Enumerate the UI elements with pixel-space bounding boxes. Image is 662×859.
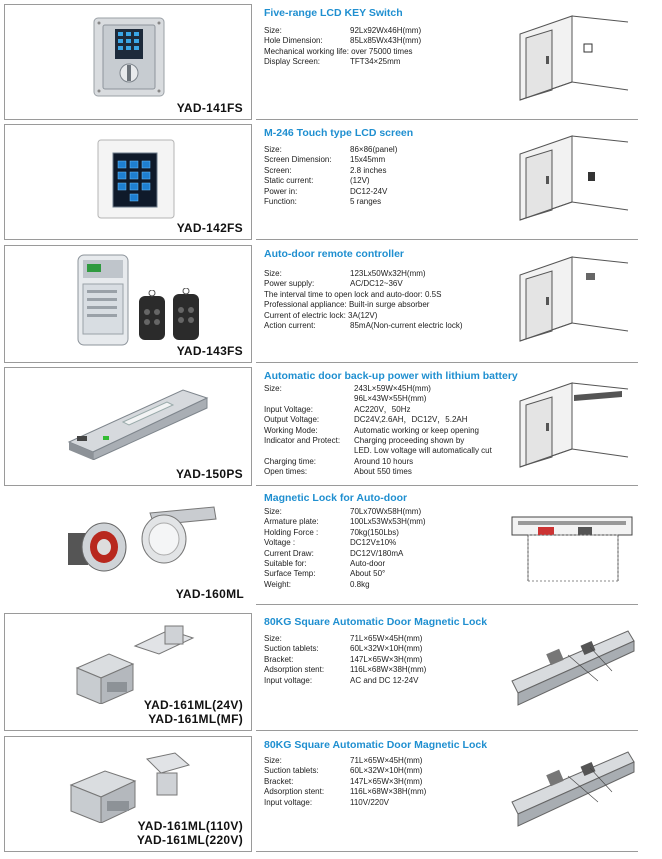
product-info: Automatic door back-up power with lithium battery Size: 243L×59W×45H(mm) 96L×43W×55H(mm) Input Voltage: AC220V，50Hz Output Voltage: DC24V,2.6AH，DC12V，5.2AH Working Mode: Automatic working or keep opening Indicator and Protect: Charging proceeding shown by LED. Low voltage will automatically cut Charging time: Around 10 hours Open times: About 550 times xyxy=(256,367,638,486)
product-info: Magnetic Lock for Auto-door Size: 70Lx70Wx58H(mm) Armature plate: 100Lx53Wx53H(mm) Holding Force : 70kg(150Lbs) Voltage : DC12V±10% Current Draw: DC12V/180mA Suitable for: Auto-door Surface Temp: About 50° Weight: 0.8kg xyxy=(256,489,638,605)
touch-lcd-screen-image xyxy=(97,139,175,219)
product-row-160ml xyxy=(4,489,638,605)
square-magnetic-lock-image xyxy=(69,624,199,704)
remote-fob-icon xyxy=(171,288,201,342)
model-number: YAD-161ML(110V) YAD-161ML(220V) xyxy=(136,819,243,847)
remote-controller-receiver-image xyxy=(77,254,129,346)
product-title: 80KG Square Automatic Door Magnetic Lock xyxy=(264,616,488,628)
product-image-box xyxy=(4,736,252,852)
product-title: Auto-door remote controller xyxy=(264,248,405,260)
backup-power-unit-image xyxy=(63,382,213,460)
product-row-141fs xyxy=(4,4,638,120)
product-title: Automatic door back-up power with lithium battery xyxy=(264,370,518,382)
product-image-box xyxy=(4,367,252,486)
product-image-box xyxy=(4,245,252,363)
lcd-key-switch-image xyxy=(93,17,165,97)
model-number: YAD-161ML(24V) YAD-161ML(MF) xyxy=(143,698,243,726)
model-number: YAD-160ML xyxy=(175,587,244,601)
lock-mounting-diagram xyxy=(508,511,638,591)
door-installation-diagram xyxy=(512,379,634,475)
door-installation-diagram xyxy=(512,132,634,228)
product-image-box xyxy=(4,124,252,240)
product-info: 80KG Square Automatic Door Magnetic Lock Size: 71L×65W×45H(mm) Suction tablets: 60L×32W×10H(mm) Bracket: 147L×65W×3H(mm) Adsorption stent: 116L×68W×38H(mm) Input voltage: 110V/220V xyxy=(256,736,638,852)
door-installation-diagram xyxy=(512,253,634,349)
model-number: YAD-150PS xyxy=(176,467,243,481)
model-number: YAD-141FS xyxy=(176,101,243,115)
product-info: Auto-door remote controller Size: 123Lx50Wx32H(mm) Power supply: AC/DC12~36V The interval time to open lock and auto-door: 0.5S Professional appliance: Built-in surge absorber Current of electric lock: 3A(12V) Action current: 85mA(Non-current electric lock) xyxy=(256,245,638,363)
product-title: 80KG Square Automatic Door Magnetic Lock xyxy=(264,739,488,751)
magnetic-lock-image xyxy=(64,499,224,575)
remote-fob-icon xyxy=(137,290,167,342)
model-number: YAD-143FS xyxy=(176,344,243,358)
door-track-diagram xyxy=(508,621,638,717)
product-image-box xyxy=(4,613,252,731)
square-magnetic-lock-image xyxy=(65,749,195,823)
product-row-143fs xyxy=(4,245,638,363)
product-image-box xyxy=(4,4,252,120)
product-title: M-246 Touch type LCD screen xyxy=(264,127,414,139)
product-info: M-246 Touch type LCD screen Size: 86×86(panel) Screen Dimension: 15x45mm Screen: 2.8 inches Static current: (12V) Power in: DC12-24V Function: 5 ranges xyxy=(256,124,638,240)
product-info: 80KG Square Automatic Door Magnetic Lock Size: 71L×65W×45H(mm) Suction tablets: 60L×32W×10H(mm) Bracket: 147L×65W×3H(mm) Adsorption stent: 116L×68W×38H(mm) Input voltage: AC and DC 12-24V xyxy=(256,613,638,731)
product-image-box xyxy=(4,489,252,605)
product-row-161ml-24v xyxy=(4,613,638,731)
door-installation-diagram xyxy=(512,12,634,108)
product-row-161ml-110v xyxy=(4,736,638,852)
product-row-142fs xyxy=(4,124,638,240)
door-track-diagram xyxy=(508,742,638,838)
product-title: Magnetic Lock for Auto-door xyxy=(264,492,408,504)
product-info: Five-range LCD KEY Switch Size: 92Lx92Wx46H(mm) Hole Dimension: 85Lx85Wx43H(mm) Mechanical working life: over 75000 times Display Screen: TFT34×25mm xyxy=(256,4,638,120)
product-title: Five-range LCD KEY Switch xyxy=(264,7,403,19)
product-row-150ps xyxy=(4,367,638,486)
model-number: YAD-142FS xyxy=(176,221,243,235)
